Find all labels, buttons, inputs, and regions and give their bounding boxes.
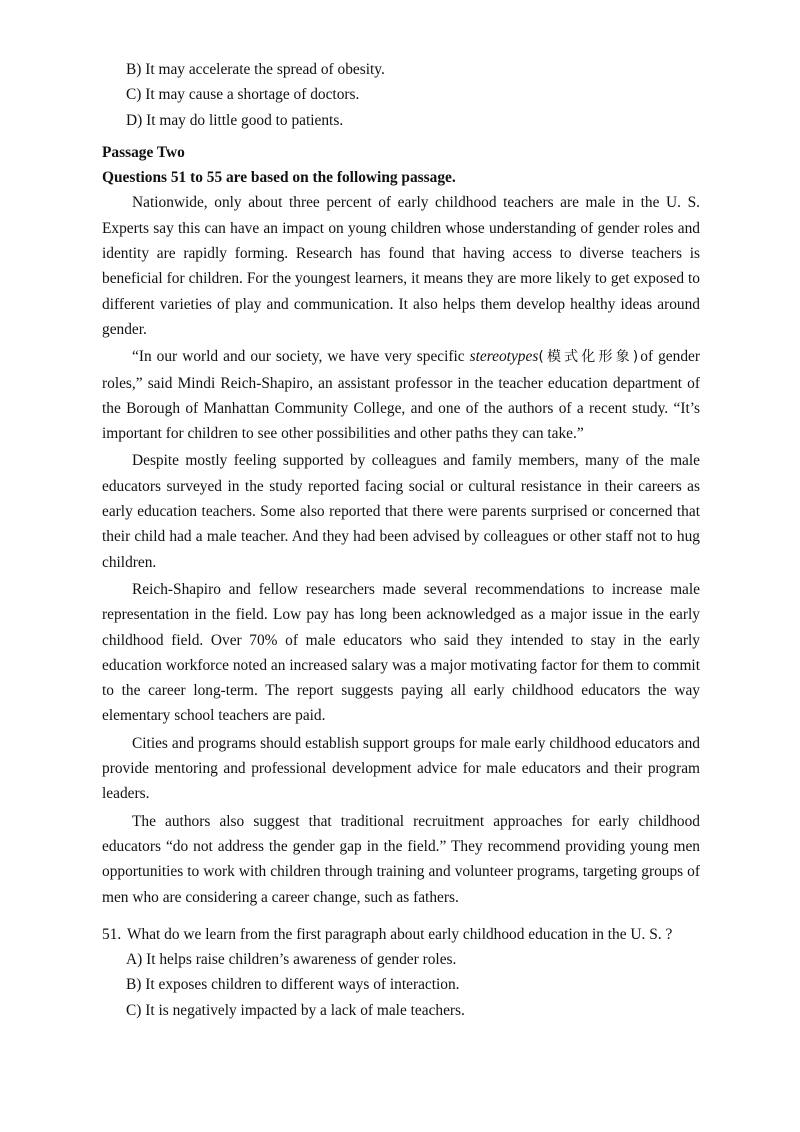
- option-c: C) It may cause a shortage of doctors.: [126, 86, 360, 104]
- paragraph-4: Reich-Shapiro and fellow researchers made several recommendations to increase male representation in the field. Low pay has long been acknowledged as a major issue in the early childhood field. Over 70% of male educators who said they intended to stay in the early education workforce noted an increased salary was a major motivating factor for them to commit to the career long-term. The report suggests paying all early childhood educators the way elementary school teachers are paid.: [102, 580, 700, 725]
- paragraph-2-quote: “In our world and our society, we have very specific stereotypes(模式化形象)of gender roles,” said Mindi Reich-Shapiro, an assistant professor in the teacher education department of the Borough of Manhattan Community College, and one of the authors of a recent study. “It’s important for children to see other possibilities and other paths they can take.”: [102, 348, 700, 443]
- stereotypes-term: stereotypes: [469, 348, 539, 366]
- passage-body: [102, 190, 700, 909]
- option-d: D) It may do little good to patients.: [126, 111, 344, 129]
- question-stem: 51. What do we learn from the first paragraph about early childhood education in the U. S. ?: [102, 925, 673, 943]
- paragraph-6: The authors also suggest that traditional recruitment approaches for early childhood educators “do not address the gender gap in the field.” They recommend providing young men opportunities to work with children through training and volunteer programs, targeting groups of men who are considering a career change, such as fathers.: [102, 812, 700, 906]
- passage-instruction: Questions 51 to 55 are based on the following passage.: [102, 169, 456, 187]
- option-b: B) It exposes children to different ways of interaction.: [126, 976, 460, 994]
- paragraph-5: Cities and programs should establish support groups for male early childhood educators and provide mentoring and professional development advice for male educators and their program leaders.: [102, 734, 700, 803]
- chinese-gloss: (模式化形象): [538, 349, 641, 366]
- paragraph-3: Despite mostly feeling supported by colleagues and family members, many of the male educators surveyed in the study reported facing social or cultural resistance in their careers as early education teachers. Some also reported that there were parents surprised or concerned that their child had a male teacher. And they had been advised by colleagues or other staff not to hug children.: [102, 452, 700, 571]
- paragraph-1: Nationwide, only about three percent of early childhood teachers are male in the U. S. Experts say this can have an impact on young children whose understanding of gender roles and identity are rapidly forming. Research has found that having access to diverse teachers is beneficial for children. For the youngest learners, it means they are more likely to get exposed to different varieties of play and communication. It also helps them develop healthy ideas around gender.: [102, 194, 700, 338]
- previous-question-options: [102, 57, 700, 133]
- question-51: [102, 922, 700, 1023]
- option-b: B) It may accelerate the spread of obesity.: [126, 61, 385, 78]
- option-c: C) It is negatively impacted by a lack of male teachers.: [126, 1001, 465, 1019]
- option-a: A) It helps raise children’s awareness of gender roles.: [126, 951, 457, 969]
- passage-label: Passage Two: [102, 143, 185, 161]
- exam-page: [102, 57, 700, 1023]
